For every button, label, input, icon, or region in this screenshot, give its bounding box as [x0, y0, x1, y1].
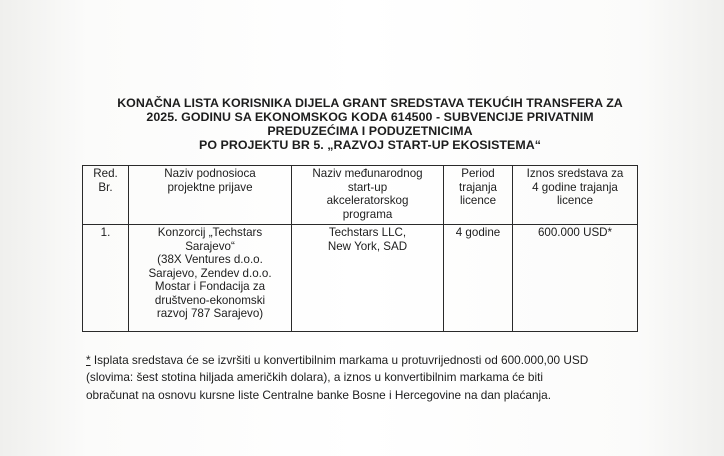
cell-program: Techstars LLC, New York, SAD: [292, 225, 444, 332]
header-cell-number: Red. Br.: [83, 166, 129, 225]
table-row: [83, 225, 638, 332]
footnote-line: obračunat na osnovu kursne liste Centralne banke Bosne i Hercegovine na dan plaćanja.: [86, 387, 551, 402]
title-line: PO PROJEKTU BR 5. „RAZVOJ START-UP EKOSISTEMA“: [199, 138, 541, 152]
document-title: [60, 96, 680, 152]
header-cell-program: Naziv međunarodnog start-up akceleratorskog programa: [292, 166, 444, 225]
cell-number: 1.: [83, 225, 129, 332]
header-cell-period: Period trajanja licence: [444, 166, 513, 225]
title-line: 2025. GODINU SA EKONOMSKOG KODA 614500 - SUBVENCIJE PRIVATNIM: [146, 110, 594, 124]
title-line: KONAČNA LISTA KORISNIKA DIJELA GRANT SREDSTAVA TEKUĆIH TRANSFERA ZA: [117, 96, 623, 110]
footnote-text: Isplata sredstava će se izvršiti u konvertibilnim markama u protuvrijednosti od 600.000,00 USD: [90, 353, 589, 367]
footnote-line: (slovima: šest stotina hiljada američkih dolara), a iznos u konvertibilnim markama će biti: [86, 370, 543, 385]
footnote-line: [86, 352, 632, 369]
cell-period: 4 godine: [444, 225, 513, 332]
footnote: [86, 352, 632, 404]
header-cell-applicant: Naziv podnosioca projektne prijave: [129, 166, 292, 225]
cell-amount: 600.000 USD*: [513, 225, 638, 332]
header-cell-amount: Iznos sredstava za 4 godine trajanja licence: [513, 166, 638, 225]
title-line: PREDUZEĆIMA I PODUZETNICIMA: [267, 124, 473, 138]
table-header-row: [83, 166, 638, 225]
footnote-marker: *: [86, 353, 91, 367]
cell-applicant: Konzorcij „Techstars Sarajevo“ (38X Ventures d.o.o. Sarajevo, Zendev d.o.o. Mostar i Fondacija za društveno-ekonomski razvoj 787 Sarajevo): [129, 225, 292, 332]
beneficiaries-table: [82, 165, 638, 332]
